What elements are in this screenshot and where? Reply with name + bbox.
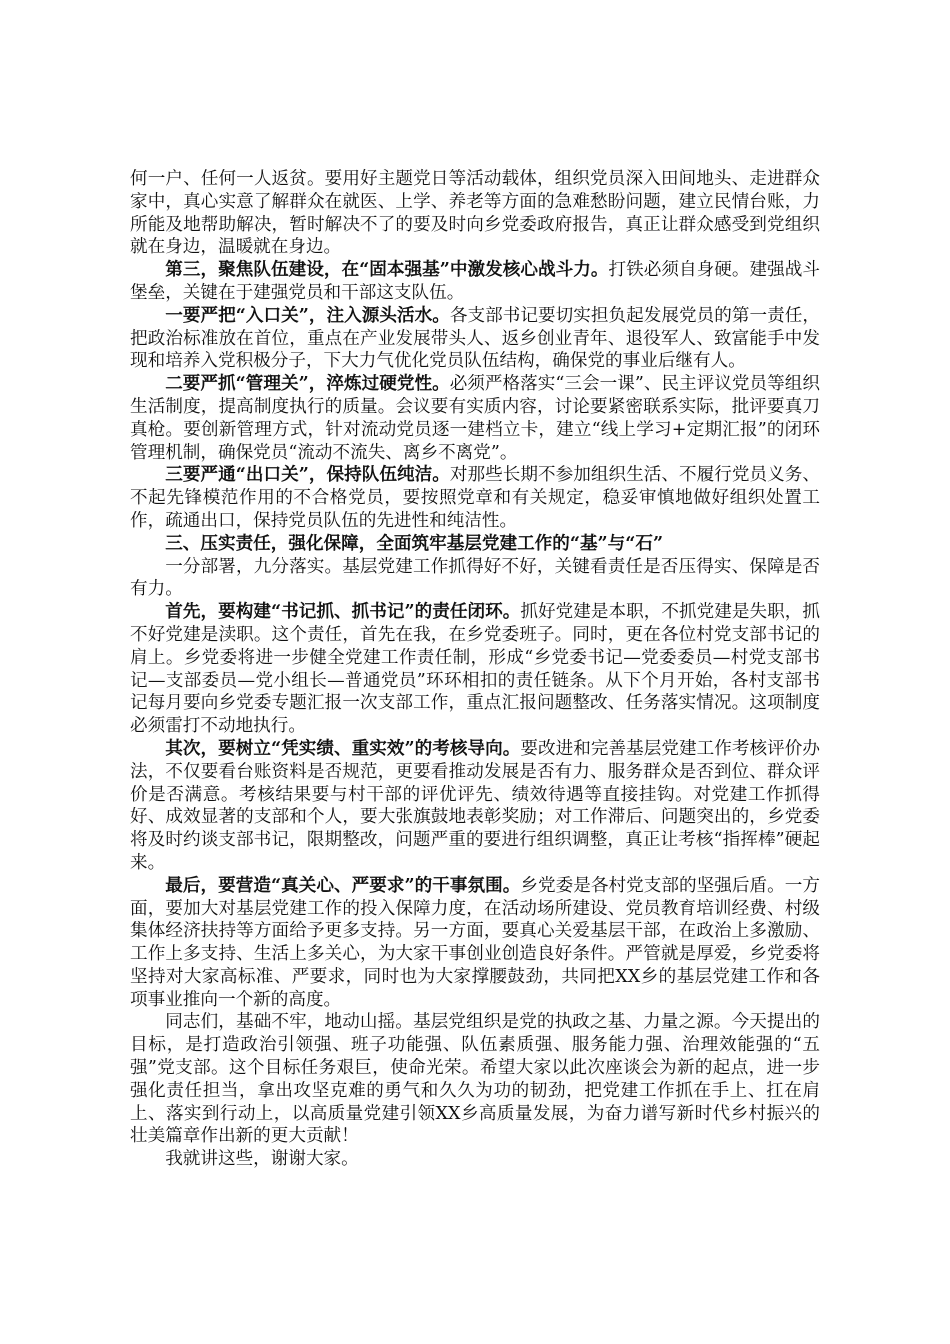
paragraph-text: 同志们，基础不牢，地动山摇。基层党组织是党的执政之基、力量之源。今天提出的目标，是打造政治引领强、班子功能强、队伍素质强、服务能力强、治理效能强的“五强”党支部。这个目标任务艰巨，使命光荣。希望大家以此次座谈会为新的起点，进一步强化责任担当，拿出攻坚克难的勇气和久久为功的韧劲，把党建工作抓在手上、扛在肩上、落实到行动上，以高质量党建引领XX乡高质量发展，为奋力谱写新时代乡村振兴的壮美篇章作出新的更大贡献！	[130, 1012, 820, 1147]
paragraph-lead: 三要严通“出口关”，保持队伍纯洁。	[165, 464, 450, 486]
paragraph-text: 对那些长期不参加组织生活、不履行党员义务、不起先锋模范作用的不合格党员，要按照党章和有关规定，稳妥审慎地做好组织处置工作，疏通出口，保持党员队伍的先进性和纯洁性。	[130, 465, 820, 531]
paragraph-lead: 第三，聚焦队伍建设，在“固本强基”中激发核心战斗力。	[165, 259, 609, 281]
paragraph-8	[130, 601, 820, 738]
paragraph-11	[130, 1011, 820, 1148]
paragraph-7	[130, 556, 820, 602]
paragraph-10	[130, 875, 820, 1012]
paragraph-lead: 首先，要构建“书记抓、抓书记”的责任闭环。	[165, 601, 521, 623]
paragraph-text: 我就讲这些，谢谢大家。	[165, 1149, 359, 1170]
paragraph-text: 抓好党建是本职，不抓党建是失职，抓不好党建是渎职。这个责任，首先在我，在乡党委班子。同时，更在各位村党支部书记的肩上。乡党委将进一步健全党建工作责任制，形成“乡党委书记—党委委员—村党支部书记—支部委员—党小组长—普通党员”环环相扣的责任链条。从下个月开始，各村支部书记每月要向乡党委专题汇报一次支部工作，重点汇报问题整改、任务落实情况。这项制度必须雷打不动地执行。	[130, 602, 820, 737]
paragraph-3	[130, 305, 820, 373]
paragraph-lead: 一要严把“入口关”，注入源头活水。	[165, 304, 450, 326]
paragraph-lead: 二要严抓“管理关”，淬炼过硬党性。	[165, 373, 450, 395]
paragraph-text: 各支部书记要切实担负起发展党员的第一责任，把政治标准放在首位，重点在产业发展带头人、返乡创业青年、退役军人、致富能手中发现和培养入党积极分子，下大力气优化党员队伍结构，确保党的事业后继有人。	[130, 305, 820, 372]
paragraph-lead: 最后，要营造“真关心、严要求”的干事氛围。	[165, 874, 521, 896]
paragraph-9	[130, 738, 820, 875]
paragraph-2	[130, 259, 820, 305]
paragraph-text: 一分部署，九分落实。基层党建工作抓得好不好，关键看责任是否压得实、保障是否有力。	[130, 556, 820, 600]
paragraph-lead: 三、压实责任，强化保障，全面筑牢基层党建工作的“基”与“石”	[165, 532, 664, 554]
paragraph-text: 必须严格落实“三会一课”、民主评议党员等组织生活制度，提高制度执行的质量。会议要有实质内容，讨论要紧密联系实际，批评要真刀真枪。要创新管理方式，针对流动党员逐一建档立卡，建立“线上学习+定期汇报”的闭环管理机制，确保党员“流动不流失、离乡不离党”。	[130, 374, 820, 463]
paragraph-text: 打铁必须自身硬。建强战斗堡垒，关键在于建强党员和干部这支队伍。	[130, 260, 820, 303]
paragraph-text: 乡党委是各村党支部的坚强后盾。一方面，要加大对基层党建工作的投入保障力度，在活动场所建设、党员教育培训经费、村级集体经济扶持等方面给予更多支持。另一方面，要真心关爱基层干部，在政治上多激励、工作上多支持、生活上多关心，为大家干事创业创造良好条件。严管就是厚爱，乡党委将坚持对大家高标准、严要求，同时也为大家撑腰鼓劲，共同把XX乡的基层党建工作和各项事业推向一个新的高度。	[130, 875, 820, 1010]
section-heading	[130, 533, 820, 556]
document-body	[130, 168, 820, 1171]
paragraph-1	[130, 168, 820, 259]
paragraph-text: 何一户、任何一人返贫。要用好主题党日等活动载体，组织党员深入田间地头、走进群众家中，真心实意了解群众在就医、上学、养老等方面的急难愁盼问题，建立民情台账，力所能及地帮助解决，暂时解决不了的要及时向乡党委政府报告，真正让群众感受到党组织就在身边，温暖就在身边。	[130, 169, 820, 258]
paragraph-text: 要改进和完善基层党建工作考核评价办法，不仅要看台账资料是否规范，更要看推动发展是否有力、服务群众是否到位、群众评价是否满意。考核结果要与村干部的评优评先、绩效待遇等直接挂钩。对党建工作抓得好、成效显著的支部和个人，要大张旗鼓地表彰奖励；对工作滞后、问题突出的，乡党委将及时约谈支部书记，限期整改，问题严重的要进行组织调整，真正让考核“指挥棒”硬起来。	[130, 738, 820, 873]
paragraph-lead: 其次，要树立“凭实绩、重实效”的考核导向。	[165, 737, 521, 759]
paragraph-5	[130, 464, 820, 532]
paragraph-4	[130, 373, 820, 464]
closing-remark	[130, 1148, 820, 1171]
